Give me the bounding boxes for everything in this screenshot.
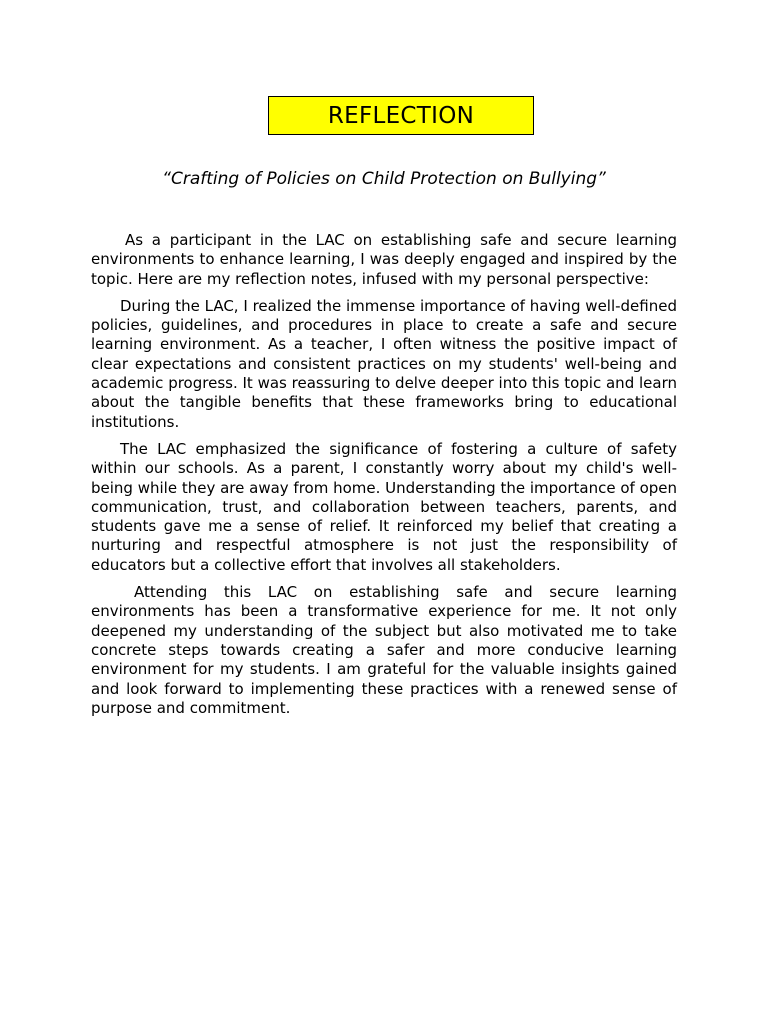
paragraph: As a participant in the LAC on establishing safe and secure learning environments to enhance learning, I was deeply engaged and inspired by the topic. Here are my reflection notes, infused with my personal perspective: bbox=[91, 231, 677, 288]
paragraph: Attending this LAC on establishing safe and secure learning environments has been a transformative experience for me. It not only deepened my understanding of the subject but also motivated me to take concrete steps towards creating a safer and more conducive learning environment for my students. I am grateful for the valuable insights gained and look forward to implementing these practices with a renewed sense of purpose and commitment. bbox=[91, 583, 677, 717]
page-subtitle: “Crafting of Policies on Child Protection on Bullying” bbox=[162, 169, 606, 189]
paragraph: The LAC emphasized the significance of fostering a culture of safety within our schools. As a parent, I constantly worry about my child's well-being while they are away from home. Understanding the importance of open communication, trust, and collaboration between teachers, parents, and students gave me a sense of relief. It reinforced my belief that creating a nurturing and respectful atmosphere is not just the responsibility of educators but a collective effort that involves all stakeholders. bbox=[91, 439, 677, 574]
page-title bbox=[268, 96, 534, 135]
page-title-text: REFLECTION bbox=[327, 102, 475, 129]
reflection-body bbox=[91, 231, 677, 726]
paragraph: During the LAC, I realized the immense importance of having well-defined policies, guidelines, and procedures in place to create a safe and secure learning environment. As a teacher, I often witness the positive impact of clear expectations and consistent practices on my students' well-being and academic progress. It was reassuring to delve deeper into this topic and learn about the tangible benefits that these frameworks bring to educational institutions. bbox=[91, 296, 677, 431]
